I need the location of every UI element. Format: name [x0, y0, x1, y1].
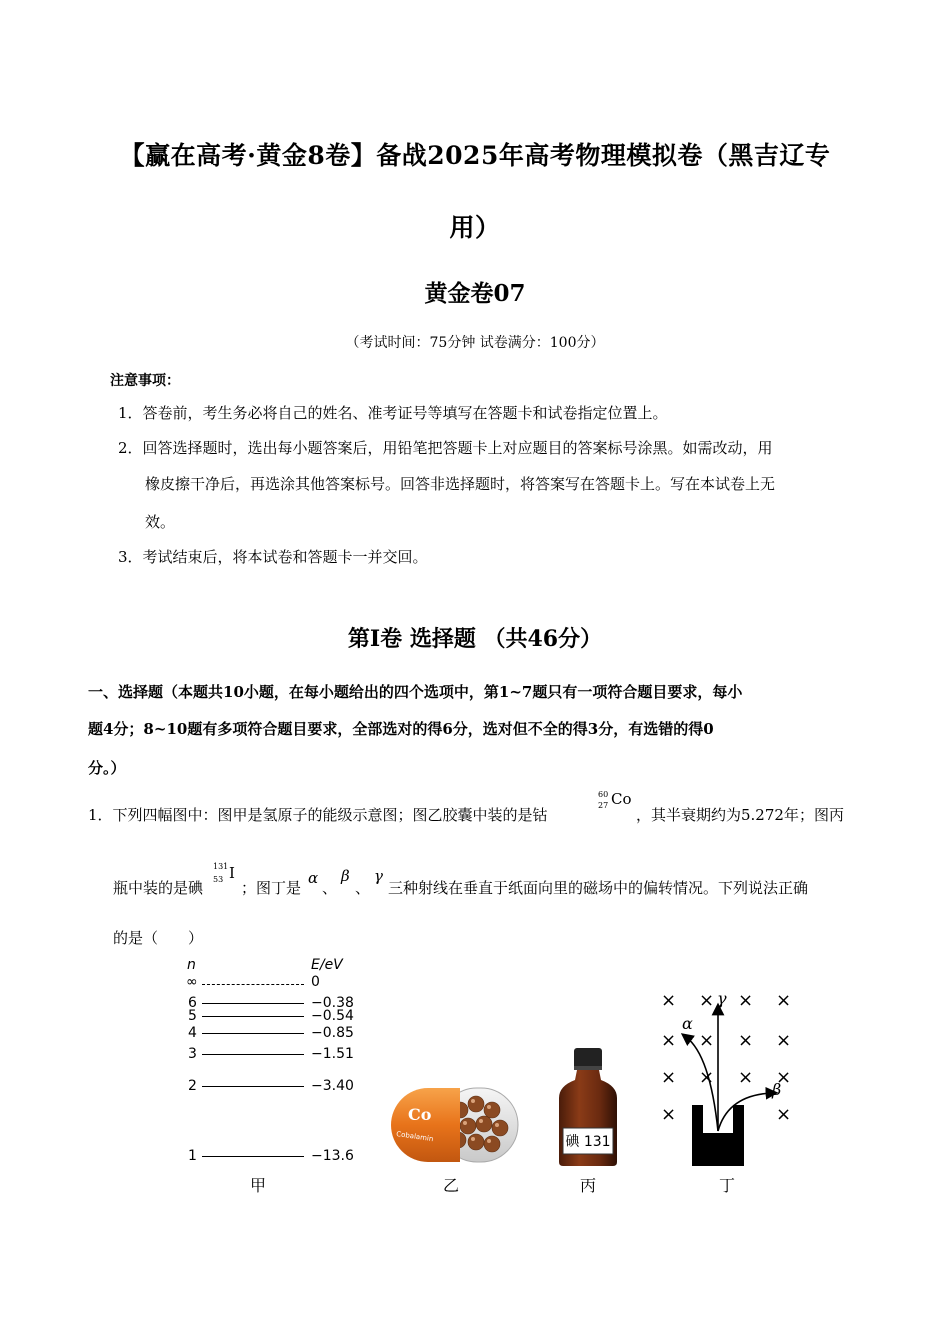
i-atomic-number: 53	[213, 875, 224, 884]
section-instructions-2: 题4分；8~10题有多项符合题目要求，全部选对的得6分，选对但不全的得3分，有选错的得0	[88, 720, 714, 738]
e-axis-label: E/eV	[311, 957, 343, 973]
capsule-sublabel: Cobalamin	[395, 1130, 434, 1144]
question1-text-2: ，其半衰期约为5.272年；图丙	[636, 806, 844, 824]
level-line-inf	[202, 984, 304, 985]
notice-item-3: 3．考试结束后，将本试卷和答题卡一并交回。	[118, 548, 428, 566]
question1-text-6: 的是（ ）	[113, 929, 204, 947]
level-value-5: −0.54	[311, 1008, 354, 1024]
field-x-mark: ×	[699, 990, 715, 1011]
level-value-1: −13.6	[311, 1148, 354, 1164]
level-line-5	[202, 1016, 304, 1017]
field-x-mark: ×	[661, 1104, 677, 1125]
level-line-2	[202, 1086, 304, 1087]
level-line-3	[202, 1054, 304, 1055]
iodine-bottle-illustration	[553, 1046, 623, 1168]
field-x-mark: ×	[661, 1030, 677, 1051]
co-atomic-number: 27	[598, 801, 609, 810]
n-axis-label: n	[187, 957, 196, 973]
field-x-mark: ×	[699, 1030, 715, 1051]
section-title: 第Ⅰ卷 选择题 （共46分）	[347, 626, 603, 652]
paper-subtitle: 黄金卷07	[424, 280, 526, 307]
question1-text-1: 1．下列四幅图中：图甲是氢原子的能级示意图；图乙胶囊中装的是钴	[88, 806, 548, 824]
field-x-mark: ×	[738, 990, 754, 1011]
section-instructions-3: 分。）	[88, 759, 126, 777]
section-instructions-1: 一、选择题（本题共10小题，在每小题给出的四个选项中，第1~7题只有一项符合题目要求，每小	[88, 683, 743, 701]
level-n-inf: ∞	[186, 974, 198, 990]
notice-item-2-cont2: 效。	[145, 513, 176, 531]
level-line-6	[202, 1003, 304, 1004]
field-x-mark: ×	[661, 990, 677, 1011]
i-symbol: I	[229, 864, 235, 882]
level-value-6: −0.38	[311, 995, 354, 1011]
level-line-1	[202, 1156, 304, 1157]
beta-symbol: β	[341, 867, 350, 885]
question1-text-3: 瓶中装的是碘	[113, 879, 204, 897]
level-n-4: 4	[188, 1025, 197, 1041]
field-x-mark: ×	[776, 1104, 792, 1125]
figure-label-bing: 丙	[580, 1176, 597, 1195]
field-x-mark: ×	[776, 990, 792, 1011]
alpha-symbol: α	[308, 869, 319, 887]
notice-heading: 注意事项：	[110, 373, 180, 389]
paper-title-line1: 【赢在高考·黄金8卷】备战2025年高考物理模拟卷（黑吉辽专	[119, 141, 831, 170]
paper-title-line2: 用）	[449, 213, 501, 242]
level-value-3: −1.51	[311, 1046, 354, 1062]
capsule-label: Co	[408, 1105, 432, 1124]
i-mass-number: 131	[213, 862, 229, 871]
level-n-5: 5	[188, 1008, 197, 1024]
figure-label-yi: 乙	[443, 1176, 460, 1195]
level-n-6: 6	[188, 995, 197, 1011]
level-value-4: −0.85	[311, 1025, 354, 1041]
level-n-3: 3	[188, 1046, 197, 1062]
level-value-inf: 0	[311, 974, 320, 990]
capsule-illustration	[388, 1080, 523, 1170]
level-line-4	[202, 1033, 304, 1034]
field-x-mark: ×	[738, 1030, 754, 1051]
bottle-label: 碘 131	[565, 1134, 611, 1150]
notice-item-2: 2．回答选择题时，选出每小题答案后，用铅笔把答题卡上对应题目的答案标号涂黑。如需改动，用	[118, 439, 773, 457]
level-value-2: −3.40	[311, 1078, 354, 1094]
co-symbol: Co	[611, 790, 632, 808]
exam-info: （考试时间：75分钟 试卷满分：100分）	[345, 335, 605, 351]
question1-text-4: ；图丁是	[241, 879, 302, 897]
notice-item-1: 1．答卷前，考生务必将自己的姓名、准考证号等填写在答题卡和试卷指定位置上。	[118, 404, 668, 422]
separator-1: 、	[322, 879, 338, 897]
level-n-2: 2	[188, 1078, 197, 1094]
ray-gamma-label: γ	[717, 989, 727, 1008]
field-x-mark: ×	[776, 1067, 792, 1088]
co-mass-number: 60	[598, 790, 609, 799]
field-x-mark: ×	[776, 1030, 792, 1051]
question1-text-5: 三种射线在垂直于纸面向里的磁场中的偏转情况。下列说法正确	[388, 879, 809, 897]
level-n-1: 1	[188, 1148, 197, 1164]
notice-item-2-cont: 橡皮擦干净后，再选涂其他答案标号。回答非选择题时，将答案写在答题卡上。写在本试卷上无	[145, 475, 776, 493]
field-x-mark: ×	[699, 1067, 715, 1088]
field-x-mark: ×	[661, 1067, 677, 1088]
ray-beta-label: β	[772, 1080, 782, 1099]
figure-label-ding: 丁	[719, 1176, 736, 1195]
ray-alpha-label: α	[682, 1014, 693, 1033]
figure-label-jia: 甲	[250, 1176, 267, 1195]
gamma-symbol: γ	[374, 867, 383, 885]
separator-2: 、	[355, 879, 371, 897]
field-x-mark: ×	[738, 1067, 754, 1088]
